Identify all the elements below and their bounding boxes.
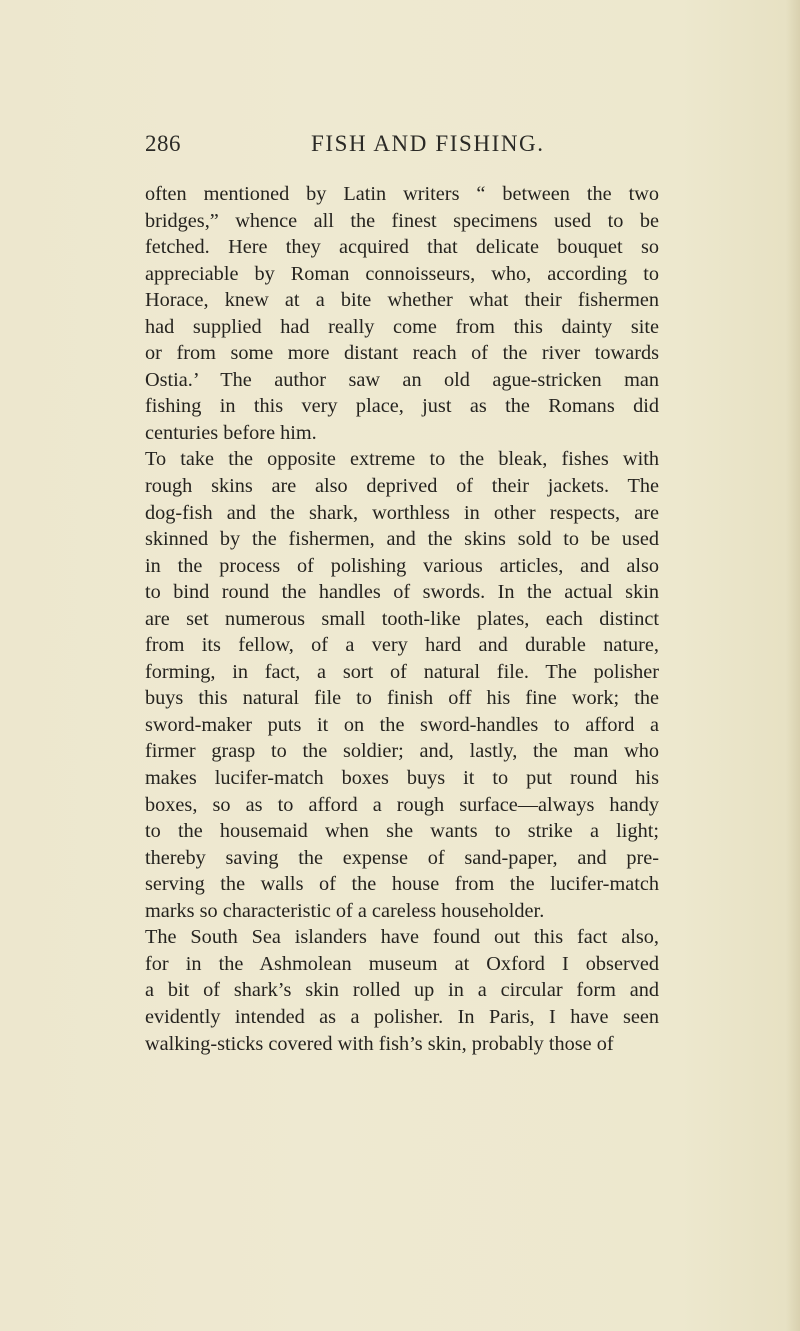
- body-text: [145, 181, 659, 1057]
- text-line: fishing in this very place, just as the Romans did: [145, 395, 659, 418]
- text-line: are set numerous small tooth-like plates, each distinct: [145, 607, 659, 630]
- running-title: FISH AND FISHING.: [311, 131, 545, 156]
- text-line: firmer grasp to the soldier; and, lastly, the man who: [145, 740, 659, 763]
- text-line: forming, in fact, a sort of natural file. The polisher: [145, 660, 659, 683]
- text-line: The South Sea islanders have found out this fact also,: [145, 926, 659, 949]
- page-edge-shadow: [786, 0, 800, 1331]
- running-head: [145, 131, 659, 161]
- text-line: serving the walls of the house from the lucifer-match: [145, 873, 659, 896]
- text-line: appreciable by Roman connoisseurs, who, according to: [145, 262, 659, 285]
- text-line: centuries before him.: [145, 421, 317, 444]
- text-line: fetched. Here they acquired that delicate bouquet so: [145, 236, 659, 259]
- text-line: To take the opposite extreme to the bleak, fishes with: [145, 448, 659, 471]
- text-line: or from some more distant reach of the river towards: [145, 342, 659, 365]
- text-line: boxes, so as to afford a rough surface—always handy: [145, 793, 659, 816]
- text-line: often mentioned by Latin writers “ between the two: [145, 183, 659, 205]
- text-line: to bind round the handles of swords. In the actual skin: [145, 581, 659, 604]
- text-line: in the process of polishing various articles, and also: [145, 554, 659, 577]
- text-line: dog-fish and the shark, worthless in other respects, are: [145, 501, 659, 524]
- text-line: for in the Ashmolean museum at Oxford I observed: [145, 952, 659, 975]
- text-line: Horace, knew at a bite whether what their fishermen: [145, 289, 659, 312]
- text-line: a bit of shark’s skin rolled up in a circular form and: [145, 979, 659, 1002]
- text-line: makes lucifer-match boxes buys it to put round his: [145, 767, 659, 790]
- text-line: to the housemaid when she wants to strike a light;: [145, 820, 659, 843]
- text-line: evidently intended as a polisher. In Paris, I have seen: [145, 1005, 659, 1028]
- text-line: had supplied had really come from this dainty site: [145, 315, 659, 338]
- text-line: Ostia.’ The author saw an old ague-stricken man: [145, 368, 659, 391]
- page-number: 286: [145, 131, 181, 156]
- text-line: from its fellow, of a very hard and durable nature,: [145, 634, 659, 657]
- text-line: walking-sticks covered with fish’s skin, probably those of: [145, 1032, 614, 1055]
- text-line: skinned by the fishermen, and the skins sold to be used: [145, 528, 659, 551]
- text-line: marks so characteristic of a careless householder.: [145, 899, 545, 922]
- text-line: sword-maker puts it on the sword-handles to afford a: [145, 713, 659, 736]
- text-line: rough skins are also deprived of their jackets. The: [145, 475, 659, 498]
- text-line: thereby saving the expense of sand-paper, and pre-: [145, 846, 659, 869]
- text-line: buys this natural file to finish off his fine work; the: [145, 687, 659, 710]
- text-line: bridges,” whence all the finest specimens used to be: [145, 209, 659, 232]
